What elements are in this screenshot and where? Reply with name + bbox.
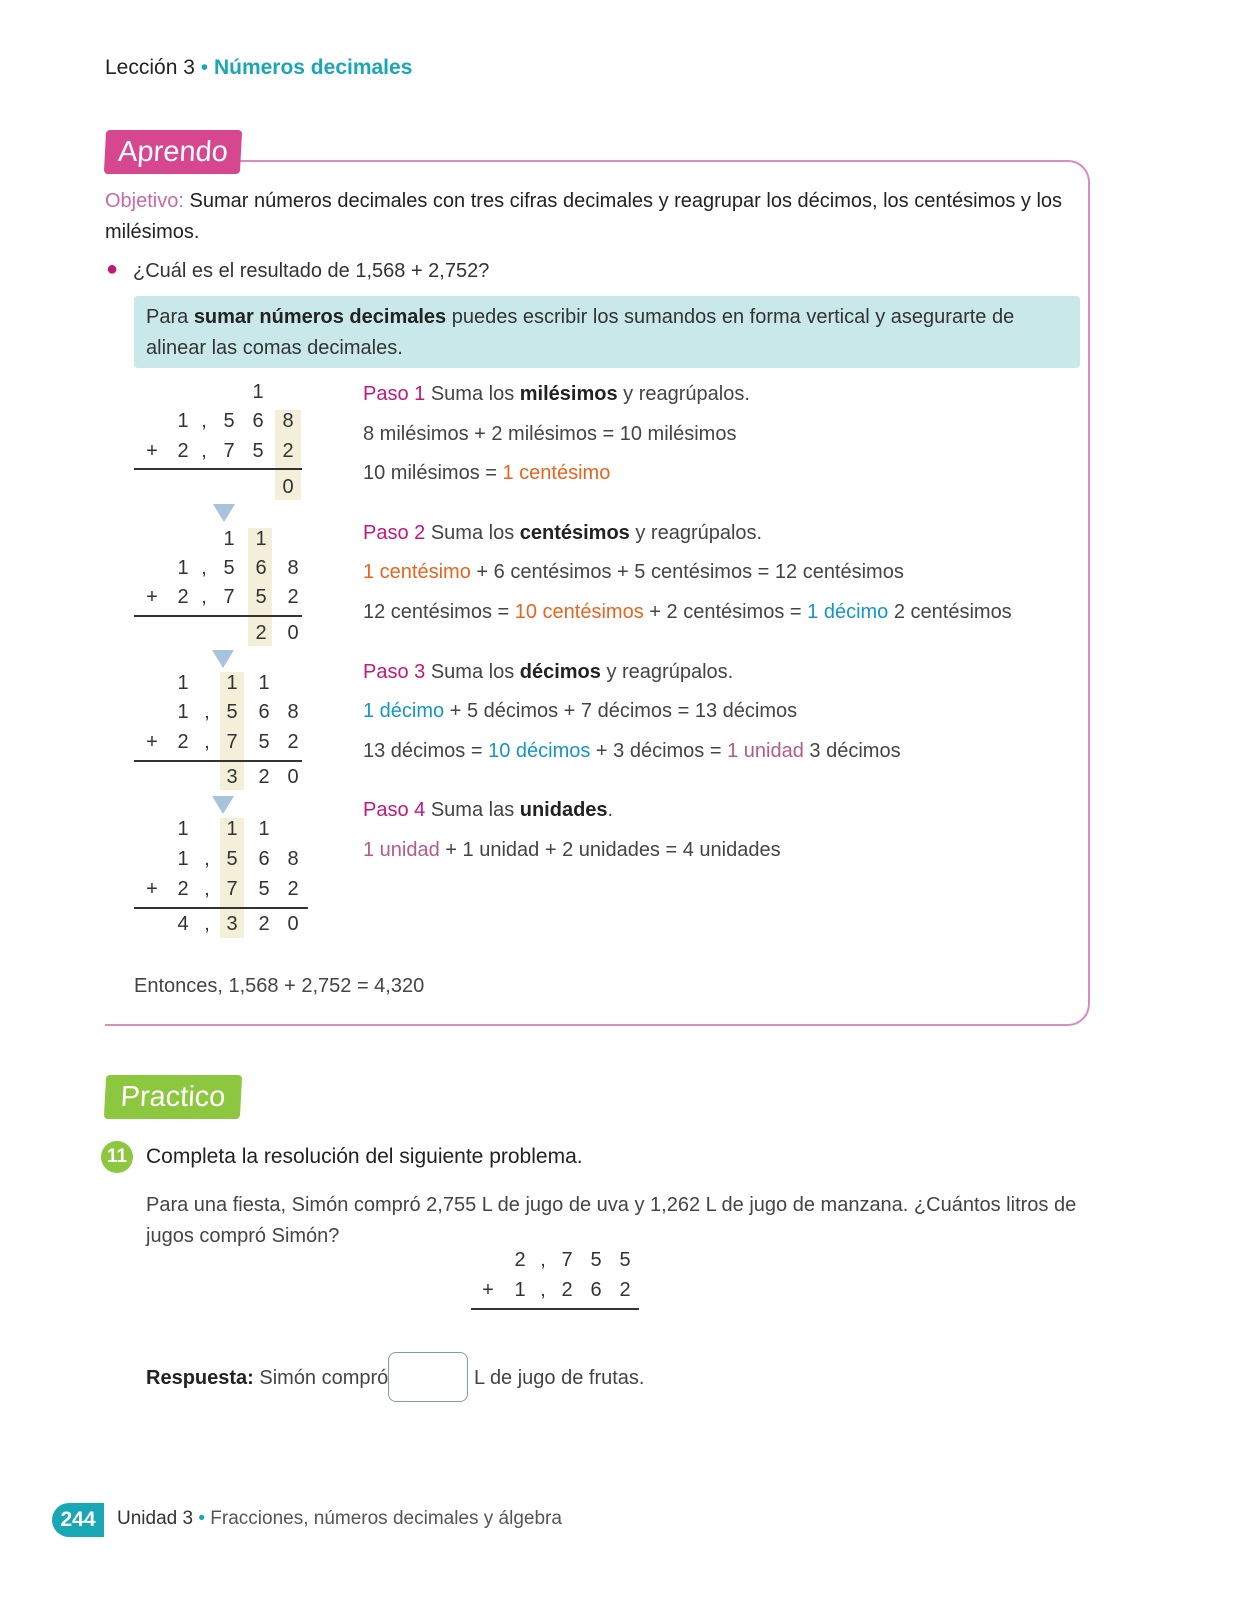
digit: 1 [177,557,189,579]
step-text: Suma los [425,522,520,544]
practico-tag: Practico [104,1075,242,1119]
bullet-icon: ● [106,258,119,280]
digit: 2 [287,731,299,753]
step-text: y reagrúpalos. [600,661,734,683]
carry-digit: 1 [252,381,264,403]
digit: 2 [177,731,189,753]
page-number: 244 [52,1503,104,1537]
result-digit: 2 [255,622,267,644]
result-digit: 0 [287,913,299,935]
digit: 5 [258,731,270,753]
step-bold: milésimos [519,383,618,405]
digit: 5 [223,557,235,579]
step-3-heading [363,661,733,684]
comma: , [201,586,207,608]
comma: , [204,701,210,723]
step-highlight: 10 décimos [488,740,591,762]
sum-line [471,1308,639,1310]
conclusion: Entonces, 1,568 + 2,752 = 4,320 [134,975,425,997]
digit: 7 [561,1249,573,1271]
result-digit: 2 [258,766,270,788]
digit: 7 [226,731,238,753]
step-2-line-2 [363,561,904,584]
step-text: 2 centésimos [888,601,1012,623]
digit: 5 [590,1249,602,1271]
digit: 8 [287,701,299,723]
plus-sign: + [146,586,158,608]
comma: , [204,878,210,900]
result-digit: 0 [282,476,294,498]
unit-label: Unidad 3 [117,1508,194,1529]
digit: 7 [223,440,235,462]
digit: 5 [252,440,264,462]
footer-unit [117,1508,562,1530]
unit-subtitle: Fracciones, números decimales y álgebra [210,1508,562,1529]
step-highlight: 1 centésimo [502,462,611,484]
step-highlight: 10 centésimos [514,601,644,623]
digit: 2 [177,586,189,608]
problem-statement: Para una fiesta, Simón compró 2,755 L de jugo de uva y 1,262 L de jugo de manzana. ¿Cuántos litros de jugos compró Simón? [146,1194,1077,1247]
digit: 7 [223,586,235,608]
step-2-heading [363,522,762,545]
answer-input-box[interactable] [388,1352,468,1402]
info-post: puedes escribir los sumandos en forma vertical y asegurarte de alinear las comas decimales. [146,306,1015,359]
carry-digit: 1 [255,528,267,550]
question: ¿Cuál es el resultado de 1,568 + 2,752? [133,260,490,282]
comma: , [201,440,207,462]
step-text: + 5 décimos + 7 décimos = 13 décimos [444,700,798,722]
digit: 6 [255,557,267,579]
digit: 8 [287,557,299,579]
carry-digit: 1 [258,672,270,694]
digit: 1 [177,410,189,432]
step-text: y reagrúpalos. [617,383,750,405]
step-bold: centésimos [519,522,630,544]
plus-sign: + [146,731,158,753]
step-bold: décimos [519,661,601,683]
down-arrow-icon [213,504,235,522]
plus-sign: + [146,878,158,900]
result-digit: 4 [177,913,189,935]
step-text: . [607,799,614,821]
carry-digit: 1 [226,818,238,840]
digit: 2 [561,1279,573,1301]
answer-sentence [146,1367,388,1390]
comma: , [540,1249,546,1271]
exercise-instruction: Completa la resolución del siguiente problema. [146,1145,583,1168]
digit: 2 [619,1279,631,1301]
digit: 2 [177,878,189,900]
digit: 6 [252,410,264,432]
digit: 8 [282,410,294,432]
objective-label: Objetivo: [105,190,184,212]
answer-unit-text: L de jugo de frutas. [474,1367,645,1389]
step-title: Paso 4 [363,799,426,821]
step-text: + 1 unidad + 2 unidades = 4 unidades [439,839,781,861]
step-highlight: 1 centésimo [363,561,471,583]
answer-text: Simón compró [253,1367,389,1389]
objective [105,186,1065,248]
info-bold: sumar números decimales [193,306,447,328]
digit: 2 [514,1249,526,1271]
carry-digit: 1 [223,528,235,550]
down-arrow-icon [212,796,234,814]
step-title: Paso 3 [363,661,426,683]
step-highlight: 1 décimo [363,700,445,722]
digit: 1 [514,1279,526,1301]
step-highlight: 1 unidad [363,839,440,861]
digit: 1 [177,701,189,723]
step-4-heading [363,799,613,822]
answer-label: Respuesta: [146,1367,254,1389]
step-highlight: 1 décimo [807,601,889,623]
step-text: + 6 centésimos + 5 centésimos = 12 centésimos [470,561,904,583]
step-text: Suma las [425,799,520,821]
info-pre: Para [146,306,194,328]
step-title: Paso 2 [363,522,426,544]
digit: 5 [226,701,238,723]
lesson-number: Lección 3 [105,56,195,79]
digit: 5 [619,1249,631,1271]
sum-line [134,760,302,762]
step-text: 3 décimos [803,740,901,762]
down-arrow-icon [212,650,234,668]
lesson-header [105,56,412,80]
digit: 6 [258,701,270,723]
digit: 6 [590,1279,602,1301]
digit: 2 [287,586,299,608]
step-text: Suma los [425,383,520,405]
comma: , [204,731,210,753]
comma: , [204,848,210,870]
objective-text: Sumar números decimales con tres cifras decimales y reagrupar los décimos, los centésimos y los milésimos. [105,190,1063,243]
digit: 5 [226,848,238,870]
step-text: Suma los [425,661,520,683]
carry-digit: 1 [258,818,270,840]
step-1-heading [363,383,750,406]
step-1-line-2: 8 milésimos + 2 milésimos = 10 milésimos [363,423,737,445]
info-box [134,296,1080,368]
carry-digit: 1 [177,818,189,840]
digit: 7 [226,878,238,900]
exercise-number-badge: 11 [101,1141,133,1173]
sum-line [134,907,308,909]
step-3-line-3 [363,740,901,763]
step-2-line-3 [363,601,1012,624]
plus-sign: + [146,440,158,462]
step-text: 13 décimos = [363,740,489,762]
sum-line [134,615,302,617]
aprendo-tag: Aprendo [104,130,242,174]
step-1-line-3 [363,462,610,485]
step-bold: unidades [519,799,608,821]
digit: 1 [177,848,189,870]
step-highlight: 1 unidad [727,740,804,762]
step-text: + 3 décimos = [590,740,728,762]
plus-sign: + [482,1279,494,1301]
carry-digit: 1 [177,672,189,694]
digit: 5 [255,586,267,608]
step-4-line-2 [363,839,781,862]
step-text: y reagrúpalos. [629,522,763,544]
header-separator: • [200,56,209,79]
comma: , [540,1279,546,1301]
lesson-topic: Números decimales [213,56,413,79]
step-text: 12 centésimos = [363,601,515,623]
result-digit: 0 [287,622,299,644]
digit: 6 [258,848,270,870]
carry-digit: 1 [226,672,238,694]
digit: 8 [287,848,299,870]
digit: 2 [177,440,189,462]
digit: 2 [287,878,299,900]
step-text: 10 milésimos = [363,462,503,484]
step-title: Paso 1 [363,383,426,405]
step-3-line-2 [363,700,797,723]
comma: , [204,913,210,935]
result-digit: 3 [226,766,238,788]
digit: 2 [282,440,294,462]
comma: , [201,557,207,579]
comma: , [201,410,207,432]
result-digit: 3 [226,913,238,935]
footer-separator: • [198,1508,205,1529]
step-text: + 2 centésimos = [643,601,808,623]
digit: 5 [258,878,270,900]
result-digit: 0 [287,766,299,788]
result-digit: 2 [258,913,270,935]
sum-line [134,468,302,470]
digit: 5 [223,410,235,432]
